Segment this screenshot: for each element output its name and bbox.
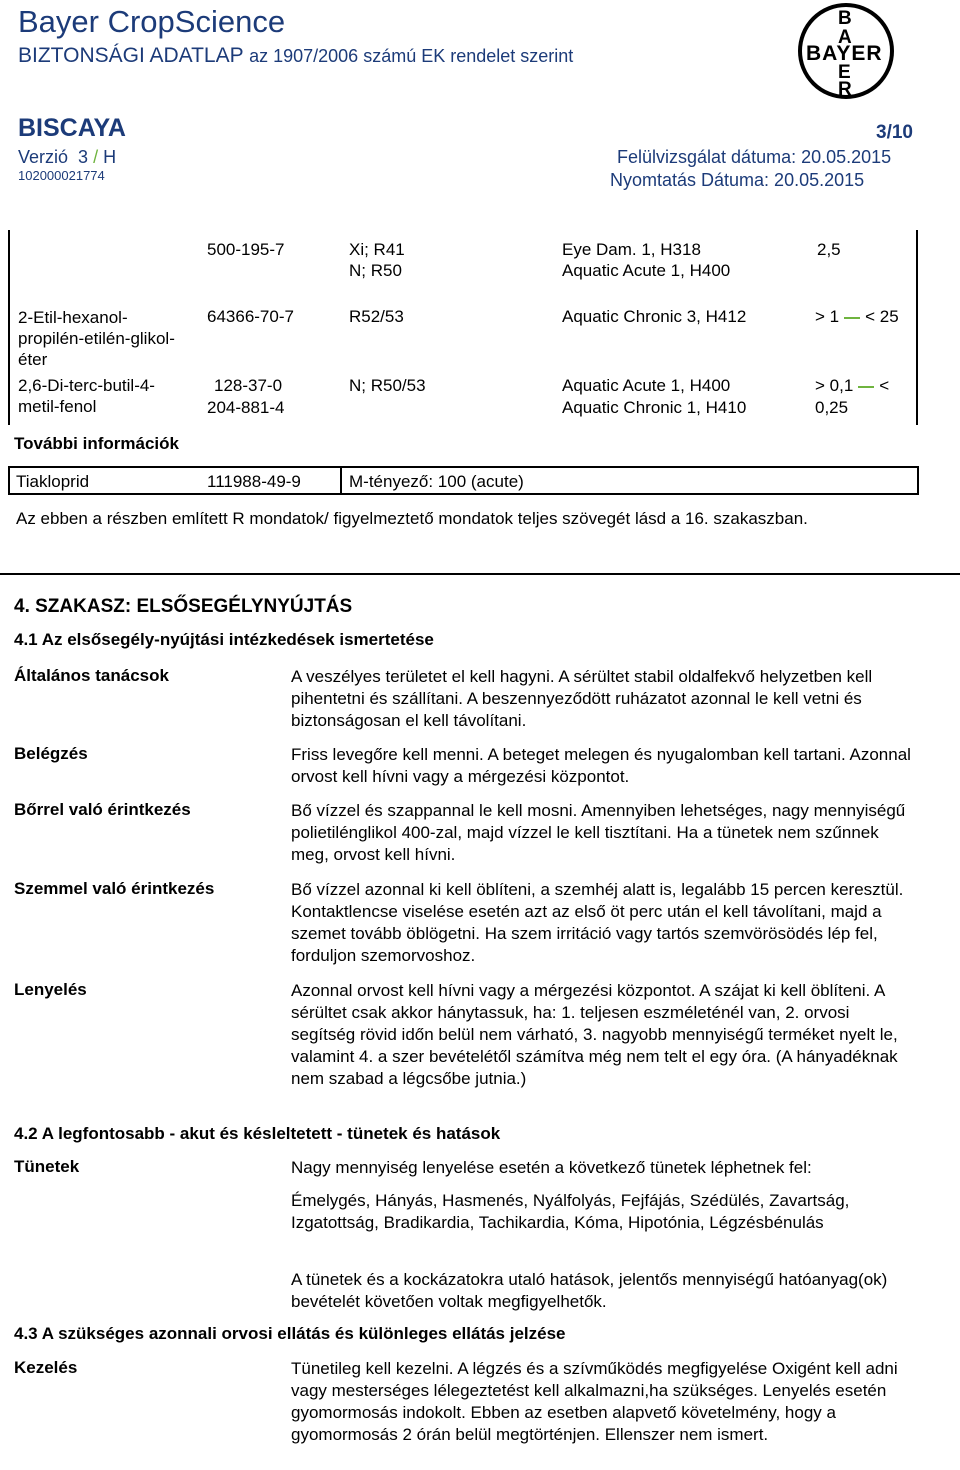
doc-title-text: BIZTONSÁGI ADATLAP (18, 44, 244, 67)
treatment-text: Tünetileg kell kezelni. A légzés és a szívműködés megfigyelése Oxigént kell adni vagy mesterséges lélegeztetést kell alkalmazni,ha szükséges. Lenyelés esetén gyomormosás indokolt. Ebben az esetben alapvető követelmény, hogy a gyomormosás 2 órán belül megtörténjen. Ellenszer nem ismert. (291, 1359, 898, 1444)
subsection-4-1-title: 4.1 Az elsősegély-nyújtási intézkedések ismertetése (14, 630, 434, 649)
subsection-4-2-title: 4.2 A legfontosabb - akut és késleltetett - tünetek és hatások (14, 1124, 501, 1143)
version-line: Verzió 3 / H (18, 147, 117, 167)
range-dash (844, 317, 860, 319)
cas-number: 64366-70-7 (207, 307, 294, 326)
first-aid-text: Bő vízzel és szappannal le kell mosni. Amennyiben lehetséges, nagy mennyiségű polietilénglikol 400-zal, majd vízzel le kell tisztítani. Ha a tünetek nem szűnnek meg, orvost kell hívni. (291, 801, 906, 864)
revision-date: Felülvizsgálat dátuma: 20.05.2015 (617, 147, 892, 167)
m-factor-substance: Tiakloprid (16, 472, 90, 491)
cas-number: 500-195-7 (207, 240, 285, 259)
clp-class: Aquatic Chronic 1, H410 (562, 398, 747, 417)
treatment-label: Kezelés (14, 1358, 78, 1377)
company-name: Bayer CropScience (18, 4, 286, 39)
symptoms-note: A tünetek és a kockázatokra utaló hatások, jelentős mennyiségű hatóanyag(ok) bevételét követően voltak megfigyelhetők. (291, 1270, 888, 1311)
r-phrase: R52/53 (349, 307, 404, 326)
r-phrase: N; R50/53 (349, 376, 426, 395)
symptoms-label: Tünetek (14, 1157, 80, 1176)
first-aid-label: Belégzés (14, 744, 88, 763)
concentration: 0,25 (815, 398, 849, 417)
clp-class: Aquatic Acute 1, H400 (562, 261, 731, 280)
first-aid-text: Friss levegőre kell menni. A beteget melegen és nyugalomban kell tartani. Azonnal orvost kell hívni vagy a mérgezési központot. (291, 745, 911, 786)
logo-letter: E (838, 62, 851, 83)
section-4-title: 4. SZAKASZ: ELSŐSEGÉLYNYÚJTÁS (14, 596, 353, 617)
concentration: 2,5 (817, 240, 841, 259)
first-aid-label: Szemmel való érintkezés (14, 879, 215, 898)
first-aid-label: Általános tanácsok (14, 666, 169, 685)
r-phrase: N; R50 (349, 261, 402, 280)
logo-letter: B (838, 8, 852, 29)
further-info-title: További információk (14, 434, 179, 453)
ec-number: 204-881-4 (207, 398, 285, 417)
first-aid-text: A veszélyes területet el kell hagyni. A sérültet stabil oldalfekvő helyzetben kell pihentetni és szállítani. A beszennyeződött ruházatot azonnal le kell vetni és biztonságosan el kell távolítani. (291, 667, 873, 730)
cell-divider (340, 468, 342, 493)
m-factor-value: M-tényező: 100 (acute) (349, 472, 524, 491)
concentration-range: > 0,1 < (815, 376, 890, 395)
clp-class: Aquatic Acute 1, H400 (562, 376, 731, 395)
product-name: BISCAYA (18, 114, 126, 142)
document-title (18, 44, 573, 68)
table-border-right (916, 230, 918, 425)
subsection-4-3-title: 4.3 A szükséges azonnali orvosi ellátás és különleges ellátás jelzése (14, 1324, 566, 1343)
r-phrase: Xi; R41 (349, 240, 405, 259)
r-phrases-note: Az ebben a részben említett R mondatok/ figyelmeztető mondatok teljes szövegét lásd a 16. szakaszban. (16, 509, 808, 528)
component-name: 2-Etil-hexanol-propilén-etilén-glikol-éter (18, 308, 175, 369)
document-number: 102000021774 (18, 168, 105, 183)
cas-number: 128-37-0 (214, 376, 283, 395)
first-aid-text: Bő vízzel azonnal ki kell öblíteni, a szemhéj alatt is, legalább 15 percen keresztül. Kontaktlencse viselése esetén azt az első öt perc után el kell távolítani, majd a szemet tovább öblögetni. Ha szem irritáció vagy tartós szemvörösödés lép fel, forduljon szemorvoshoz. (291, 880, 904, 965)
symptoms-list: Émelygés, Hányás, Hasmenés, Nyálfolyás, Fejfájás, Szédülés, Zavartság, Izgatottság, Bradikardia, Tachikardia, Kóma, Hipotónia, Légzésbénulás (291, 1191, 850, 1232)
clp-class: Eye Dam. 1, H318 (562, 240, 701, 259)
range-dash (858, 386, 874, 388)
first-aid-text: Azonnal orvost kell hívni vagy a mérgezési központot. A szájat ki kell öblíteni. A sérültet csak akkor hánytassuk, ha: 1. teljesen eszméleténél van, 2. orvosi segítség rövid időn belül nem várható, 3. nagyobb mennyiségű terméket nyelt le, valamint 4. a szer bevételétől számítva még nem telt el egy óra. (A hányadéknak nem szabad a légcsőbe jutnia.) (291, 981, 898, 1088)
table-border-left (8, 230, 10, 425)
symptoms-text: Nagy mennyiség lenyelése esetén a következő tünetek léphetnek fel: (291, 1158, 812, 1177)
clp-class: Aquatic Chronic 3, H412 (562, 307, 747, 326)
logo-horizontal: BAYER (806, 42, 883, 65)
page-number: 3/10 (876, 122, 913, 143)
logo-letter: R (838, 79, 852, 100)
print-date: Nyomtatás Dátuma: 20.05.2015 (610, 170, 865, 190)
section-divider (0, 573, 960, 575)
m-factor-cas: 111988-49-9 (207, 472, 301, 491)
logo-letter: A (838, 27, 852, 48)
first-aid-label: Lenyelés (14, 980, 87, 999)
first-aid-label: Bőrrel való érintkezés (14, 800, 191, 819)
regulation-text: az 1907/2006 számú EK rendelet szerint (249, 46, 574, 66)
component-name: 2,6-Di-terc-butil-4-metil-fenol (18, 376, 155, 416)
concentration-range: > 1 < 25 (815, 307, 899, 326)
